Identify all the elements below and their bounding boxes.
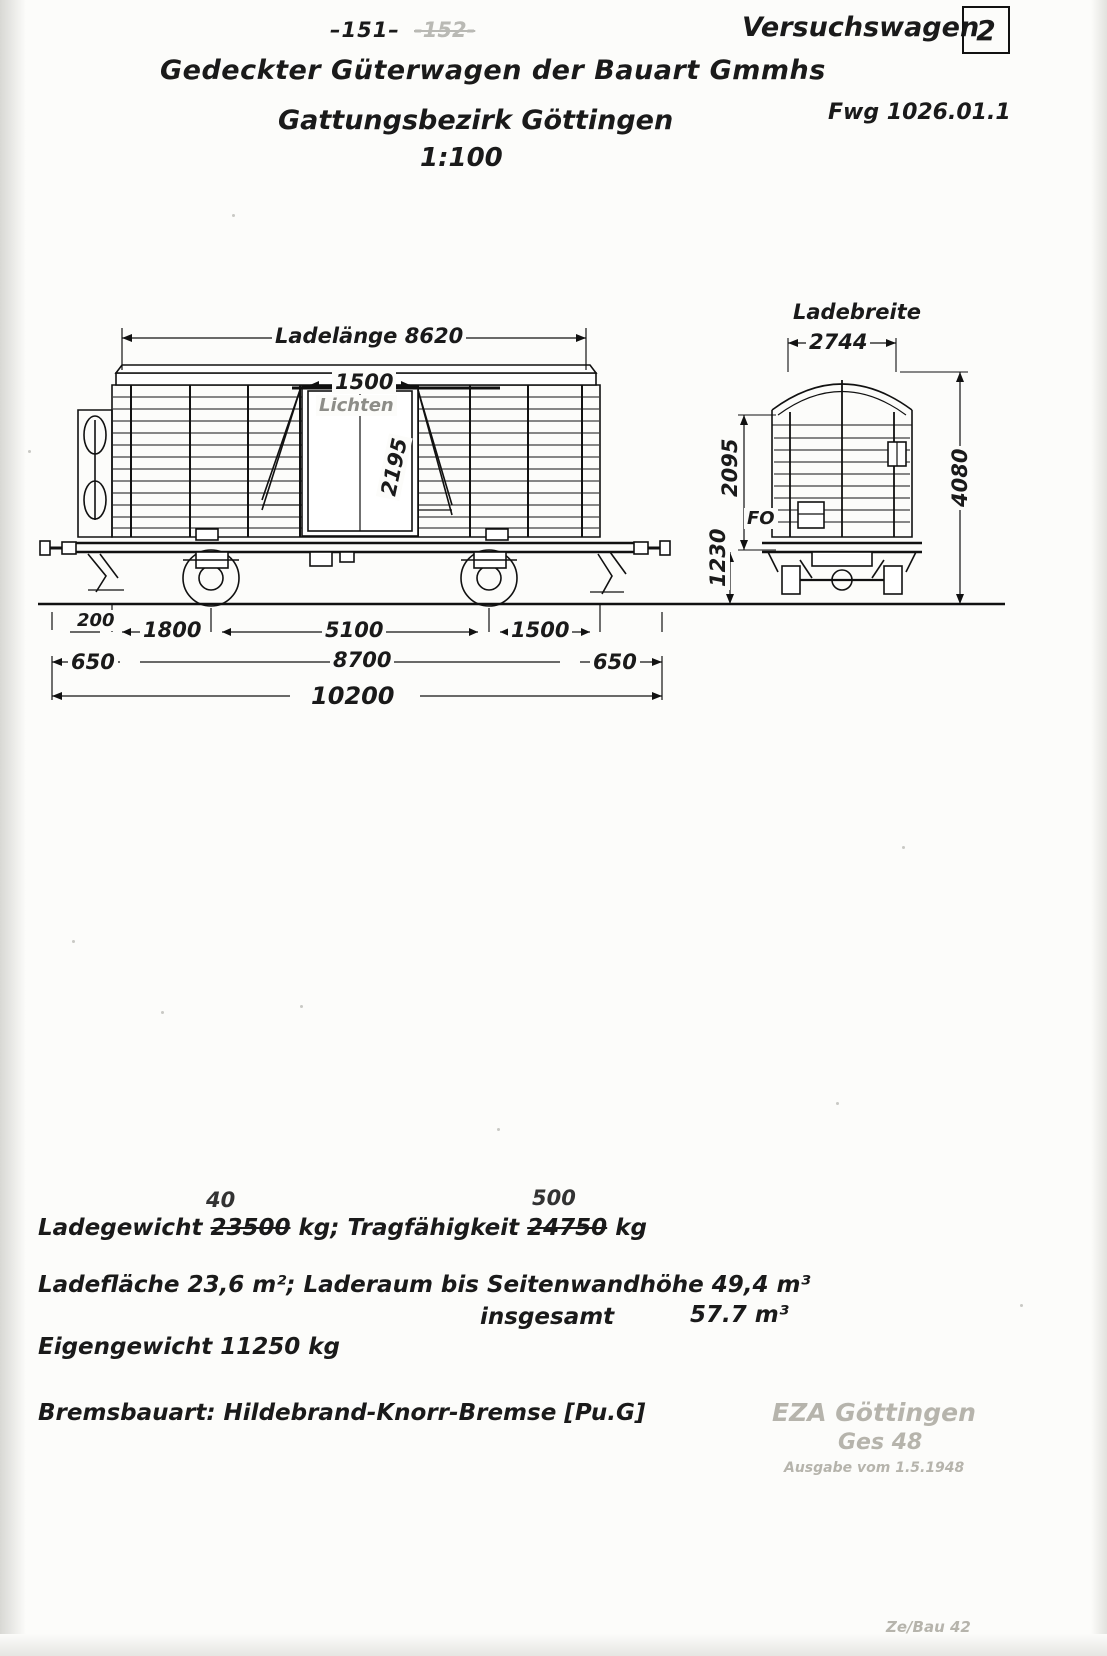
spec-line-weights [38,1215,647,1241]
load-weight-correction: 40 [206,1188,236,1212]
dim-wheelbase: 5100 [322,618,386,642]
dim-inner-height: 2095 [718,436,742,500]
dim-door-height: 2195 [376,433,413,501]
sheet-number-box [962,6,1010,54]
dim-buffer-overhang-left: 200 [74,610,118,631]
spec-line-area-volume: Ladefläche 23,6 m²; Laderaum bis Seitenwandhöhe 49,4 m³ [38,1272,811,1298]
sheet-number: 2 [976,13,996,47]
dim-total-height: 4080 [948,446,972,510]
dim-buffer-right: 650 [590,650,640,674]
dim-buffer-left: 650 [68,650,118,674]
dim-over-buffers: 10200 [308,682,398,710]
dim-frame-length: 8700 [330,648,394,672]
drawing-title-line2: Gattungsbezirk Göttingen [278,105,674,136]
stamp-line1: EZA Göttingen [772,1398,976,1427]
stamp-corner: Ze/Bau 42 [886,1618,971,1636]
dim-axle-to-door: 1500 [508,618,572,642]
drawing-svg [0,260,1107,740]
dim-door-width-note: Lichten [316,395,397,416]
capacity-correction: 500 [532,1186,576,1210]
page-edge-shadow-bottom [0,1634,1107,1656]
page-edge-shadow-left [0,0,26,1656]
page-edge-shadow-right [1091,0,1107,1656]
load-weight-unit: kg; Tragfähigkeit [290,1215,528,1241]
load-weight-value-struck: 23500 [210,1215,291,1241]
capacity-value-struck: 24750 [527,1215,608,1241]
page-number: –151– [330,18,400,42]
dim-load-length: Ladelänge 8620 [272,324,466,348]
page-number-struck: -152- [414,18,476,42]
stamp-line2: Ges 48 [838,1430,923,1455]
drawing-title-line1: Gedeckter Güterwagen der Bauart Gmmhs [160,55,826,86]
dim-axle-to-end: 1800 [140,618,204,642]
stamp-line3: Ausgabe vom 1.5.1948 [784,1460,965,1476]
label-load-width: Ladebreite [790,300,924,324]
capacity-unit: kg [607,1215,647,1241]
dim-floor-height: 1230 [706,526,730,590]
spec-total-volume-label: insgesamt [480,1304,615,1330]
dim-door-width: 1500 [332,370,396,394]
load-weight-label: Ladegewicht [38,1215,211,1241]
drawing-number: Fwg 1026.01.1 [828,100,1011,125]
spec-tare-weight: Eigengewicht 11250 kg [38,1334,341,1360]
spec-total-volume-value: 57.7 m³ [690,1302,789,1328]
label-floor-mark: FO [744,508,778,529]
series-title: Versuchswagen [742,12,980,43]
dim-load-width: 2744 [806,330,870,354]
technical-drawing [0,260,1107,740]
spec-brake-type: Bremsbauart: Hildebrand-Knorr-Bremse [Pu.G] [38,1400,646,1426]
drawing-scale: 1:100 [420,143,503,173]
